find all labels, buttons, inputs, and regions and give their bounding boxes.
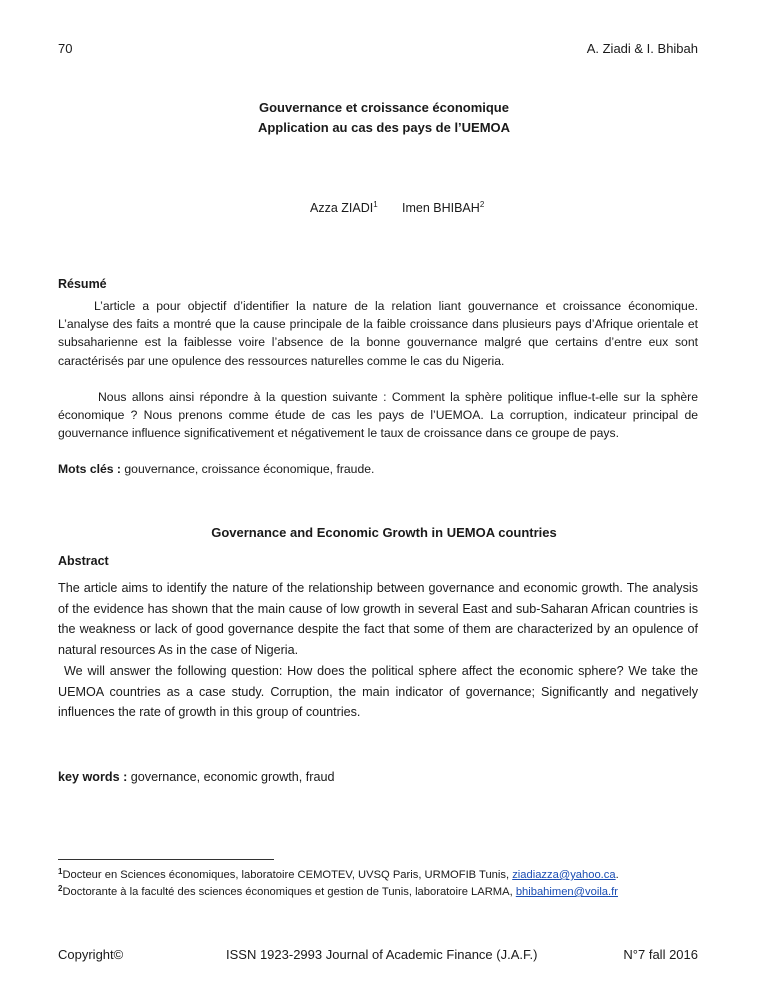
english-keywords-label: key words :	[58, 770, 128, 784]
author-1	[310, 200, 378, 215]
resume-keywords	[58, 460, 698, 478]
footnote-2-email-link[interactable]: bhibahimen@voila.fr	[515, 886, 618, 898]
footer-issue: N°7 fall 2016	[623, 947, 698, 962]
abstract-p2-text: We will answer the following question: How does the political sphere affect the economic sphere? We take the UEMOA countries as a case study. Corruption, the main indicator of governance; Significantly and negatively influences the rate of growth in this group of countries.	[58, 664, 698, 719]
footnote-1-mark: 1	[58, 867, 63, 876]
abstract-heading: Abstract	[58, 554, 109, 568]
resume-p2-text: Nous allons ainsi répondre à la question suivante : Comment la sphère politique influe-t-elle sur la sphère économique ? Nous prenons comme étude de cas les pays de l’UEMOA. La corruption, indicateur principal de gouvernance influence significativement et négativement le taux de croissance dans ce groupe de pays.	[58, 390, 698, 441]
resume-keywords-text: gouvernance, croissance économique, fraude.	[121, 462, 375, 476]
author-2-name: Imen BHIBAH	[402, 201, 480, 215]
english-title: Governance and Economic Growth in UEMOA countries	[211, 525, 557, 540]
resume-paragraph-1	[58, 297, 698, 370]
author-1-name: Azza ZIADI	[310, 201, 374, 215]
resume-keywords-label: Mots clés :	[58, 462, 121, 476]
footnote-2-mark: 2	[58, 884, 63, 893]
author-2	[402, 200, 484, 215]
page-number: 70	[58, 41, 73, 56]
paper-title-line2: Application au cas des pays de l’UEMOA	[257, 120, 511, 135]
footnote-2-text: Doctorante à la faculté des sciences économiques et gestion de Tunis, laboratoire LARMA,	[62, 886, 516, 898]
abstract-paragraph-2	[58, 661, 698, 723]
paper-title-line1: Gouvernance et croissance économique	[259, 100, 509, 115]
resume-p1-text: L’article a pour objectif d’identifier la nature de la relation liant gouvernance et croissance économique. L’analyse des faits a montré que la cause principale de la faible croissance dans plusieurs pays d’Afrique orientale et subsaharienne est la faiblesse voire l’absence de la bonne gouvernance malgré que certains d’entre eux sont caractérisés par une opulence des ressources naturelles comme le cas du Nigeria.	[58, 299, 698, 368]
running-header-authors: A. Ziadi & I. Bhibah	[586, 41, 698, 56]
footnote-2	[58, 880, 618, 901]
abstract-paragraph-1: The article aims to identify the nature of the relationship between governance and economic growth. The analysis of the evidence has shown that the main cause of low growth in several East and sub-Saharan African countries is the weakness or lack of good governance despite the fact that some of them are characterized by an opulence of natural resources As in the case of Nigeria.	[58, 581, 698, 657]
english-keywords	[58, 767, 698, 788]
english-keywords-text: governance, economic growth, fraud	[127, 770, 335, 784]
footnote-divider	[58, 859, 274, 860]
footnote-1-email-link[interactable]: ziadiazza@yahoo.ca	[512, 869, 616, 881]
footer-copyright: Copyright©	[58, 947, 124, 962]
resume-paragraph-2	[58, 388, 698, 443]
footnote-1-text: Docteur en Sciences économiques, laboratoire CEMOTEV, UVSQ Paris, URMOFIB Tunis,	[62, 869, 513, 881]
resume-heading: Résumé	[58, 277, 107, 291]
footer-journal: ISSN 1923-2993 Journal of Academic Finance (J.A.F.)	[226, 947, 538, 962]
author-2-note: 2	[479, 200, 485, 209]
footnote-1-tail: .	[615, 869, 619, 881]
author-1-note: 1	[373, 200, 378, 209]
